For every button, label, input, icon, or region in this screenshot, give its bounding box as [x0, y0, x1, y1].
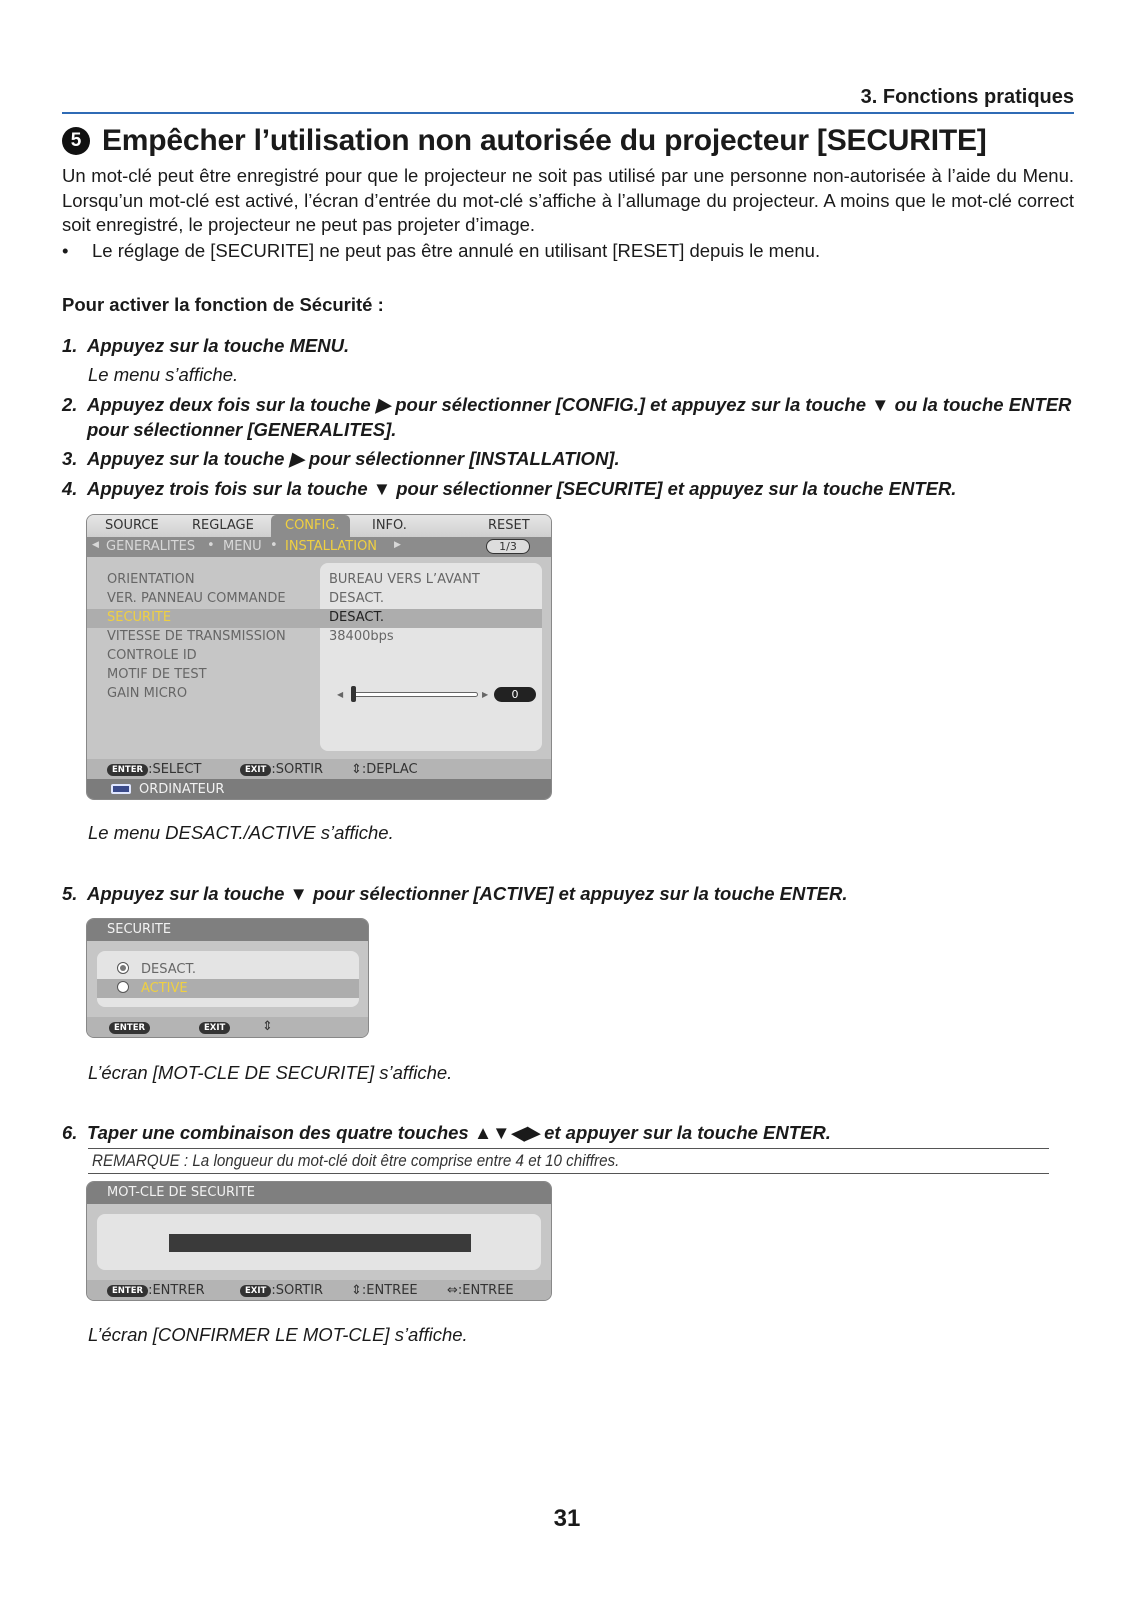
osd-tab-bar — [87, 515, 551, 537]
bullet-text: Le réglage de [SECURITE] ne peut pas être annulé en utilisant [RESET] depuis le menu. — [92, 240, 821, 261]
slider-handle[interactable] — [351, 686, 356, 702]
gain-micro-slider[interactable] — [352, 692, 478, 697]
footer-deplac — [351, 762, 418, 777]
step-number: 6. — [62, 1122, 78, 1143]
footer-enter — [107, 1283, 205, 1298]
osd-source-bar — [87, 779, 551, 799]
osd-breadcrumb — [87, 537, 551, 557]
dialog-footer — [87, 1280, 551, 1300]
option-active[interactable]: ACTIVE — [141, 981, 188, 996]
bullet-dot-icon: • — [62, 240, 69, 261]
intro-paragraph: Un mot-clé peut être enregistré pour que le projecteur ne soit pas utilisé par une personne non-autorisée à l’aide du Menu. Lorsqu’un mot-clé est activé, l’écran d’entrée du mot-clé s’affiche à l’allumage du projecteur. A moins que le mot-clé correct soit enregistré, le projecteur ne peut pas projeter d’image. — [62, 165, 1074, 235]
value-vitesse: 38400bps — [329, 629, 394, 644]
tab-config[interactable]: CONFIG. — [271, 515, 350, 537]
page-number: 31 — [553, 1505, 581, 1532]
footer-entree-vertical — [351, 1283, 418, 1298]
step-text: Appuyez sur la touche ▶ pour sélectionner [INSTALLATION]. — [87, 448, 620, 469]
osd-installation-menu — [86, 514, 552, 800]
bullet-icon: • — [207, 538, 215, 553]
value-securite: DESACT. — [329, 610, 384, 625]
step-text: Appuyez sur la touche MENU. — [87, 335, 350, 356]
footer-entree-label: :ENTREE — [457, 1283, 514, 1298]
step-number: 2. — [62, 394, 78, 415]
step-4-note: Le menu DESACT./ACTIVE s’affiche. — [88, 822, 394, 843]
step-text: Appuyez sur la touche ▼ pour sélectionner [ACTIVE] et appuyez sur la touche ENTER. — [87, 883, 848, 904]
step-6-note: L’écran [CONFIRMER LE MOT-CLE] s’affiche. — [88, 1324, 468, 1345]
slider-right-icon: ▶ — [482, 690, 489, 699]
tab-info[interactable]: INFO. — [372, 518, 407, 533]
footer-enter — [107, 762, 201, 777]
option-desact[interactable]: DESACT. — [141, 962, 196, 977]
tab-reset[interactable]: RESET — [488, 518, 530, 533]
osd-motcle-dialog — [86, 1181, 552, 1301]
title-text: Empêcher l’utilisation non autorisée du projecteur [SECURITE] — [102, 124, 987, 157]
step-1 — [62, 334, 1074, 359]
bullet-item — [62, 240, 1074, 262]
menu-item-controle-id[interactable]: CONTROLE ID — [107, 648, 197, 663]
leftright-arrow-icon: ⇔ — [447, 1283, 458, 1298]
value-ver-panneau: DESACT. — [329, 591, 384, 606]
menu-item-motif-test[interactable]: MOTIF DE TEST — [107, 667, 207, 682]
step-number: 3. — [62, 448, 78, 469]
section-header: 3. Fonctions pratiques — [860, 86, 1074, 108]
footer-deplac-label: :DEPLAC — [361, 762, 418, 777]
updown-arrow-icon: ⇕ — [351, 1283, 362, 1298]
header-rule — [62, 112, 1074, 114]
remarque-rule-top — [88, 1148, 1049, 1149]
footer-enter-label: :ENTRER — [148, 1283, 205, 1298]
computer-icon — [111, 784, 131, 794]
breadcrumb-generalites[interactable]: GENERALITES — [106, 539, 196, 554]
step-number: 5. — [62, 883, 78, 904]
subheading: Pour activer la fonction de Sécurité : — [62, 294, 384, 315]
value-orientation: BUREAU VERS L’AVANT — [329, 572, 480, 587]
radio-active[interactable] — [117, 981, 129, 993]
enter-key-icon: ENTER — [107, 764, 148, 776]
menu-item-gain-micro[interactable]: GAIN MICRO — [107, 686, 188, 701]
dialog-titlebar — [87, 1182, 551, 1204]
step-2 — [62, 393, 1074, 442]
source-name: ORDINATEUR — [139, 782, 225, 797]
updown-arrow-icon: ⇕ — [351, 762, 362, 777]
footer-exit — [240, 1283, 323, 1298]
exit-key-icon: EXIT — [199, 1022, 230, 1034]
osd-securite-dialog — [86, 918, 369, 1038]
breadcrumb-menu[interactable]: MENU — [223, 539, 262, 554]
step-4 — [62, 477, 1074, 502]
footer-exit-label: :SORTIR — [271, 762, 324, 777]
selected-row-highlight — [97, 979, 359, 998]
menu-item-vitesse[interactable]: VITESSE DE TRANSMISSION — [107, 629, 286, 644]
footer-enter-label: :SELECT — [148, 762, 202, 777]
step-5 — [62, 882, 1074, 907]
step-text: Appuyez trois fois sur la touche ▼ pour sélectionner [SECURITE] et appuyez sur la touche ENTER. — [87, 478, 957, 499]
dialog-title: MOT-CLE DE SECURITE — [107, 1185, 255, 1200]
title-number-badge: 5 — [62, 127, 90, 155]
osd-footer — [87, 759, 551, 779]
tab-source[interactable]: SOURCE — [105, 518, 159, 533]
step-5-note: L’écran [MOT-CLE DE SECURITE] s’affiche. — [88, 1062, 453, 1083]
step-3 — [62, 447, 1074, 472]
remarque-note: REMARQUE : La longueur du mot-clé doit être comprise entre 4 et 10 chiffres. — [92, 1152, 620, 1170]
page-title — [62, 124, 1074, 158]
arrow-left-icon: ◀ — [92, 540, 99, 550]
step-number: 4. — [62, 478, 78, 499]
footer-entree-label: :ENTREE — [361, 1283, 418, 1298]
enter-key-icon: ENTER — [107, 1285, 148, 1297]
enter-key-icon: ENTER — [109, 1022, 150, 1034]
slider-left-icon: ◀ — [337, 690, 344, 699]
password-input[interactable] — [169, 1234, 471, 1252]
menu-item-orientation[interactable]: ORIENTATION — [107, 572, 195, 587]
menu-item-ver-panneau[interactable]: VER. PANNEAU COMMANDE — [107, 591, 286, 606]
slider-value: 0 — [494, 687, 536, 702]
footer-entree-horizontal — [447, 1283, 514, 1298]
step-6 — [62, 1121, 1074, 1146]
page-indicator: 1/3 — [486, 539, 530, 554]
menu-item-securite[interactable]: SECURITE — [107, 610, 172, 625]
step-number: 1. — [62, 335, 78, 356]
dialog-footer — [87, 1017, 368, 1037]
arrow-right-icon: ▶ — [394, 540, 401, 550]
step-text: Appuyez deux fois sur la touche ▶ pour sélectionner [CONFIG.] et appuyez sur la touche ▼ ou la touche ENTER pour sélectionner [GENERALITES]. — [87, 394, 1072, 440]
tab-reglage[interactable]: REGLAGE — [192, 518, 254, 533]
exit-key-icon: EXIT — [240, 1285, 271, 1297]
updown-arrow-icon: ⇕ — [262, 1019, 273, 1034]
dialog-title: SECURITE — [107, 922, 172, 937]
exit-key-icon: EXIT — [240, 764, 271, 776]
dialog-titlebar — [87, 919, 368, 941]
breadcrumb-installation[interactable]: INSTALLATION — [285, 539, 378, 554]
radio-desact[interactable] — [117, 962, 129, 974]
step-text: Taper une combinaison des quatre touches ▲▼◀▶ et appuyer sur la touche ENTER. — [87, 1122, 831, 1143]
footer-exit-label: :SORTIR — [271, 1283, 324, 1298]
footer-exit — [240, 762, 323, 777]
step-1-note: Le menu s’affiche. — [88, 364, 239, 385]
remarque-rule-bottom — [88, 1173, 1049, 1174]
bullet-icon: • — [270, 538, 278, 553]
